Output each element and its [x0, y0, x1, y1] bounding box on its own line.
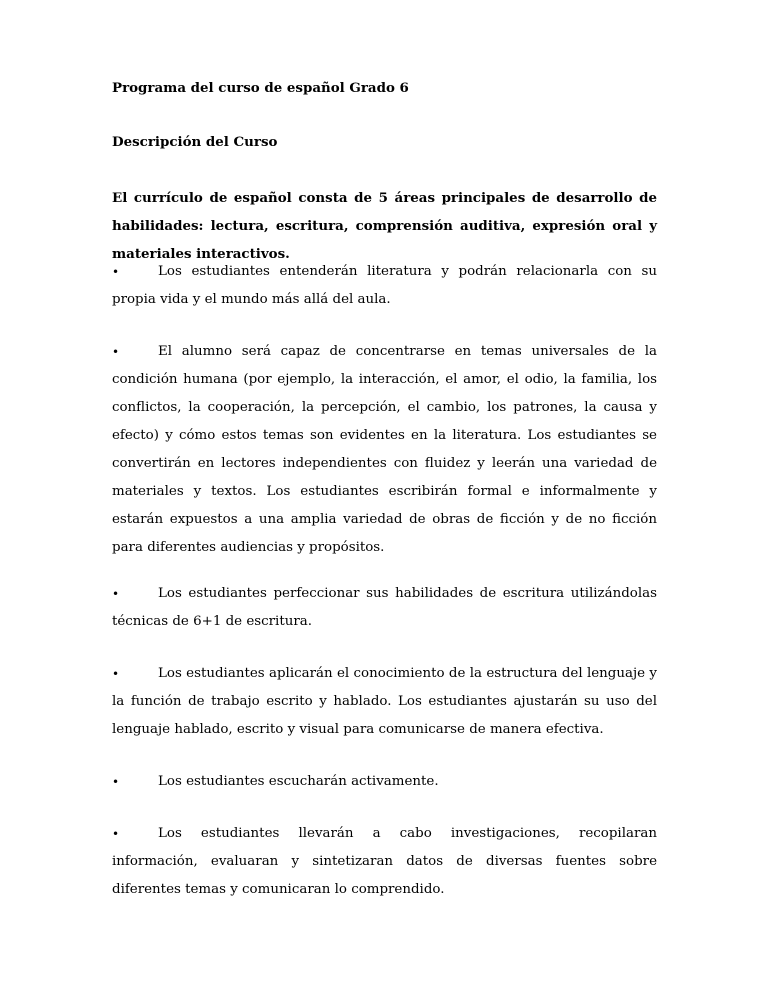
bullet-text: Los estudiantes aplicarán el conocimiento de la estructura del lenguaje y la función de trabajo escrito y hablado. Los estudiantes ajustarán su uso del lenguaje hablado, escrito y visual para comunicarse de manera efectiva. — [112, 666, 657, 737]
bullet-icon: • — [112, 265, 120, 279]
bullet-item — [112, 338, 657, 562]
bullet-icon: • — [112, 587, 120, 601]
bullet-item — [112, 660, 657, 744]
bullet-text: El alumno será capaz de concentrarse en temas universales de la condición humana (por ejemplo, la interacción, el amor, el odio, la familia, los conflictos, la cooperación, la percepción, el cambio, los patrones, la causa y efecto) y cómo estos temas son evidentes en la literatura. Los estudiantes se convertirán en lectores independientes con fluidez y leerán una variedad de materiales y textos. Los estudiantes escribirán formal e informalmente y estarán expuestos a una amplia variedad de obras de ficción y de no ficción para diferentes audiencias y propósitos. — [112, 344, 657, 555]
bullet-icon: • — [112, 827, 120, 841]
intro-paragraph: El currículo de español consta de 5 áreas principales de desarrollo de habilidades: lectura, escritura, comprensión auditiva, expresión oral y materiales interactivos. — [112, 190, 657, 262]
bullet-text: Los estudiantes perfeccionar sus habilidades de escritura utilizándolas técnicas de 6+1 de escritura. — [112, 586, 657, 629]
bullet-item — [112, 258, 657, 314]
bullet-item — [112, 768, 657, 796]
document-title: Programa del curso de español Grado 6 — [112, 80, 409, 96]
bullet-icon: • — [112, 775, 120, 789]
bullet-item — [112, 820, 657, 904]
bullet-icon: • — [112, 345, 120, 359]
bullet-text: Los estudiantes escucharán activamente. — [158, 774, 439, 789]
bullet-item — [112, 580, 657, 636]
section-heading: Descripción del Curso — [112, 134, 278, 150]
bullet-text: Los estudiantes entenderán literatura y podrán relacionarla con su propia vida y el mundo más allá del aula. — [112, 264, 657, 307]
bullet-icon: • — [112, 667, 120, 681]
bullet-text: Los estudiantes llevarán a cabo investigaciones, recopilaran información, evaluaran y sintetizaran datos de diversas fuentes sobre diferentes temas y comunicaran lo comprendido. — [112, 826, 657, 897]
